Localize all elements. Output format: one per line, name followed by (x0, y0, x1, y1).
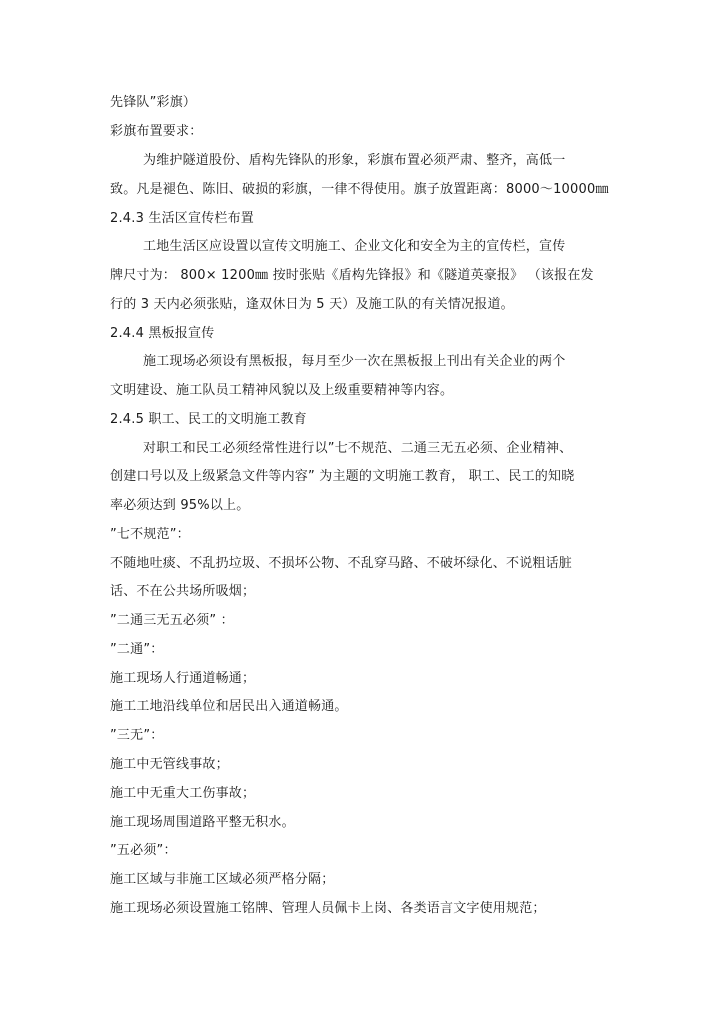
text-line: 文明建设、施工队员工精神风貌以及上级重要精神等内容。 (110, 383, 454, 398)
text-line: 牌尺寸为： 800× 1200㎜ 按时张贴《盾构先锋报》和《隧道英豪报》 （该报在发 (110, 268, 594, 283)
text-line: 先锋队”彩旗） (110, 95, 197, 110)
text-line: 2.4.4 黑板报宣传 (110, 326, 215, 341)
text-line: ”五必须”： (110, 843, 177, 858)
text-line: 致。凡是褪色、陈旧、破损的彩旗，一律不得使用。旗子放置距离：8000～10000㎜ (110, 182, 609, 197)
text-line: 2.4.3 生活区宣传栏布置 (110, 211, 255, 226)
text-line: ”三无”： (110, 728, 164, 743)
text-line: 施工现场必须设置施工铭牌、管理人员佩卡上岗、各类语言文字使用规范； (110, 901, 546, 916)
text-line: 施工中无重大工伤事故； (110, 786, 256, 801)
text-line: 不随地吐痰、不乱扔垃圾、不损坏公物、不乱穿马路、不破坏绿化、不说粗话脏 (110, 556, 573, 571)
text-line: 创建口号以及上级紧急文件等内容” 为主题的文明施工教育， 职工、民工的知晓 (110, 469, 575, 484)
text-line: 话、不在公共场所吸烟； (110, 584, 256, 599)
text-line: 对职工和民工必须经常性进行以”七不规范、二通三无五必须、企业精神、 (143, 441, 573, 456)
text-line: ”二通”： (110, 642, 164, 657)
text-line: 彩旗布置要求： (110, 124, 203, 139)
text-line: 行的 3 天内必须张贴，逢双休日为 5 天）及施工队的有关情况报道。 (110, 297, 514, 312)
text-line: 施工区域与非施工区域必须严格分隔； (110, 872, 335, 887)
text-line: 率必须达到 95%以上。 (110, 498, 250, 513)
text-line: 施工现场必须设有黑板报，每月至少一次在黑板报上刊出有关企业的两个 (143, 354, 566, 369)
text-line: 施工工地沿线单位和居民出入通道畅通。 (110, 699, 348, 714)
text-line: 2.4.5 职工、民工的文明施工教育 (110, 412, 307, 427)
text-line: ”七不规范”： (110, 527, 190, 542)
text-line: 工地生活区应设置以宣传文明施工、企业文化和安全为主的宣传栏，宣传 (143, 239, 566, 254)
text-line: ”二通三无五必须” ： (110, 613, 234, 628)
text-line: 施工现场周围道路平整无积水。 (110, 815, 295, 830)
text-line: 施工现场人行通道畅通； (110, 671, 256, 686)
text-line: 施工中无管线事故； (110, 757, 229, 772)
text-line: 为维护隧道股份、盾构先锋队的形象，彩旗布置必须严肃、整齐，高低一 (143, 153, 566, 168)
